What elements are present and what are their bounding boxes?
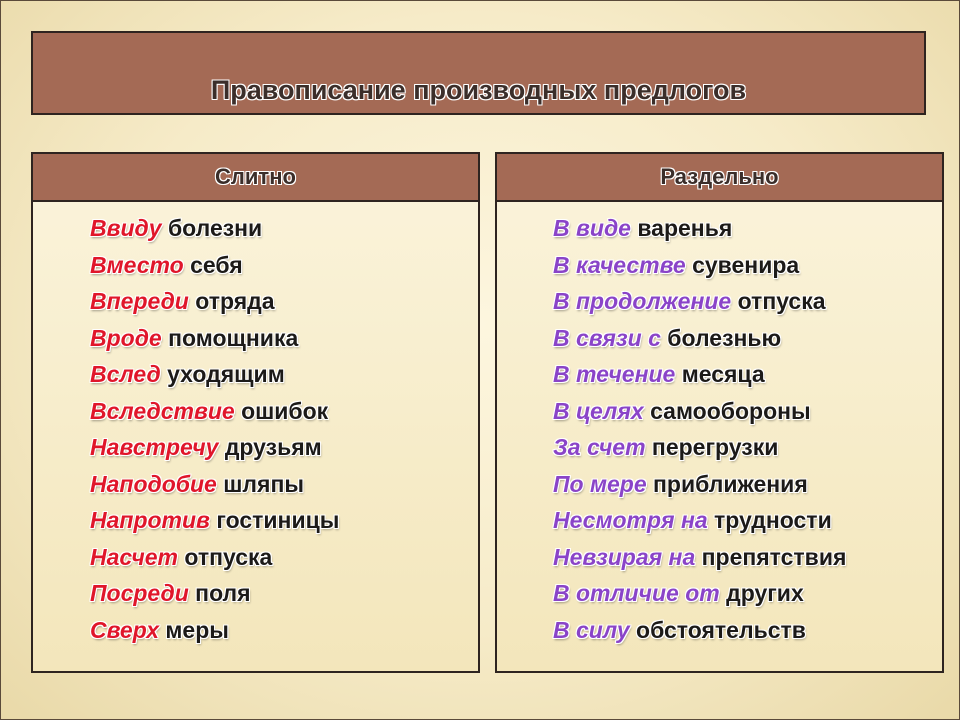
list-item	[90, 502, 339, 539]
preposition-text: Несмотря на	[553, 507, 708, 533]
preposition-text: Вроде	[90, 324, 162, 351]
list-item	[90, 575, 339, 612]
example-word: перегрузки	[651, 434, 779, 460]
list-item	[553, 575, 846, 612]
preposition-text: Невзирая на	[553, 543, 696, 570]
list-item	[90, 429, 339, 466]
list-item	[553, 502, 846, 539]
list-item	[553, 283, 846, 320]
example-word: месяца	[681, 361, 765, 387]
example-word: отпуска	[184, 543, 273, 570]
list-item	[90, 356, 339, 393]
list-item	[553, 539, 846, 576]
preposition-text: В отличие от	[553, 580, 720, 606]
example-word: трудности	[714, 507, 832, 533]
list-item	[553, 429, 846, 466]
list-item	[90, 393, 339, 430]
example-word: самообороны	[650, 397, 811, 424]
merged-column-header: Слитно	[33, 154, 478, 202]
example-word: ошибок	[241, 397, 329, 424]
example-word: отряда	[195, 288, 275, 314]
list-item	[90, 539, 339, 576]
preposition-text: Вследствие	[90, 397, 235, 424]
list-item	[553, 612, 846, 649]
preposition-text: В течение	[553, 361, 676, 387]
preposition-text: Навстречу	[90, 434, 219, 460]
preposition-text: Сверх	[90, 616, 159, 643]
list-item	[553, 466, 846, 503]
list-item	[90, 466, 339, 503]
list-item	[553, 356, 846, 393]
example-word: поля	[195, 580, 251, 606]
preposition-text: Вместо	[90, 251, 184, 278]
example-word: препятствия	[701, 543, 847, 570]
preposition-text: Напротив	[90, 507, 210, 533]
example-word: шляпы	[223, 470, 304, 497]
list-item	[553, 247, 846, 284]
example-word: помощника	[168, 324, 299, 351]
preposition-text: Ввиду	[90, 215, 162, 241]
example-word: обстоятельств	[636, 616, 806, 643]
merged-list	[90, 210, 339, 648]
example-word: варенья	[637, 215, 733, 241]
separate-list	[553, 210, 846, 648]
preposition-text: В продолжение	[553, 288, 732, 314]
preposition-text: За счет	[553, 434, 646, 460]
example-word: меры	[165, 616, 229, 643]
example-word: гостиницы	[216, 507, 340, 533]
example-word: приближения	[653, 470, 808, 497]
preposition-text: В целях	[553, 397, 644, 424]
example-word: болезни	[167, 215, 263, 241]
example-word: друзьям	[224, 434, 322, 460]
separate-column-header: Раздельно	[497, 154, 942, 202]
list-item	[553, 393, 846, 430]
title-banner	[31, 31, 926, 115]
preposition-text: В силу	[553, 616, 630, 643]
preposition-text: Вслед	[90, 361, 161, 387]
preposition-text: В качестве	[553, 251, 686, 278]
list-item	[90, 612, 339, 649]
separate-column	[495, 152, 944, 673]
list-item	[553, 210, 846, 247]
list-item	[90, 247, 339, 284]
example-word: болезнью	[667, 324, 782, 351]
list-item	[553, 320, 846, 357]
example-word: уходящим	[167, 361, 285, 387]
list-item	[90, 283, 339, 320]
slide-title: Правописание производных предлогов	[210, 75, 747, 105]
preposition-text: Наподобие	[90, 470, 217, 497]
preposition-text: В связи с	[553, 324, 661, 351]
example-word: себя	[190, 251, 243, 278]
preposition-text: Насчет	[90, 543, 178, 570]
list-item	[90, 210, 339, 247]
merged-column	[31, 152, 480, 673]
example-word: отпуска	[737, 288, 826, 314]
preposition-text: В виде	[553, 215, 631, 241]
list-item	[90, 320, 339, 357]
example-word: сувенира	[692, 251, 800, 278]
preposition-text: Впереди	[90, 288, 189, 314]
example-word: других	[726, 580, 804, 606]
preposition-text: Посреди	[90, 580, 189, 606]
preposition-text: По мере	[553, 470, 647, 497]
